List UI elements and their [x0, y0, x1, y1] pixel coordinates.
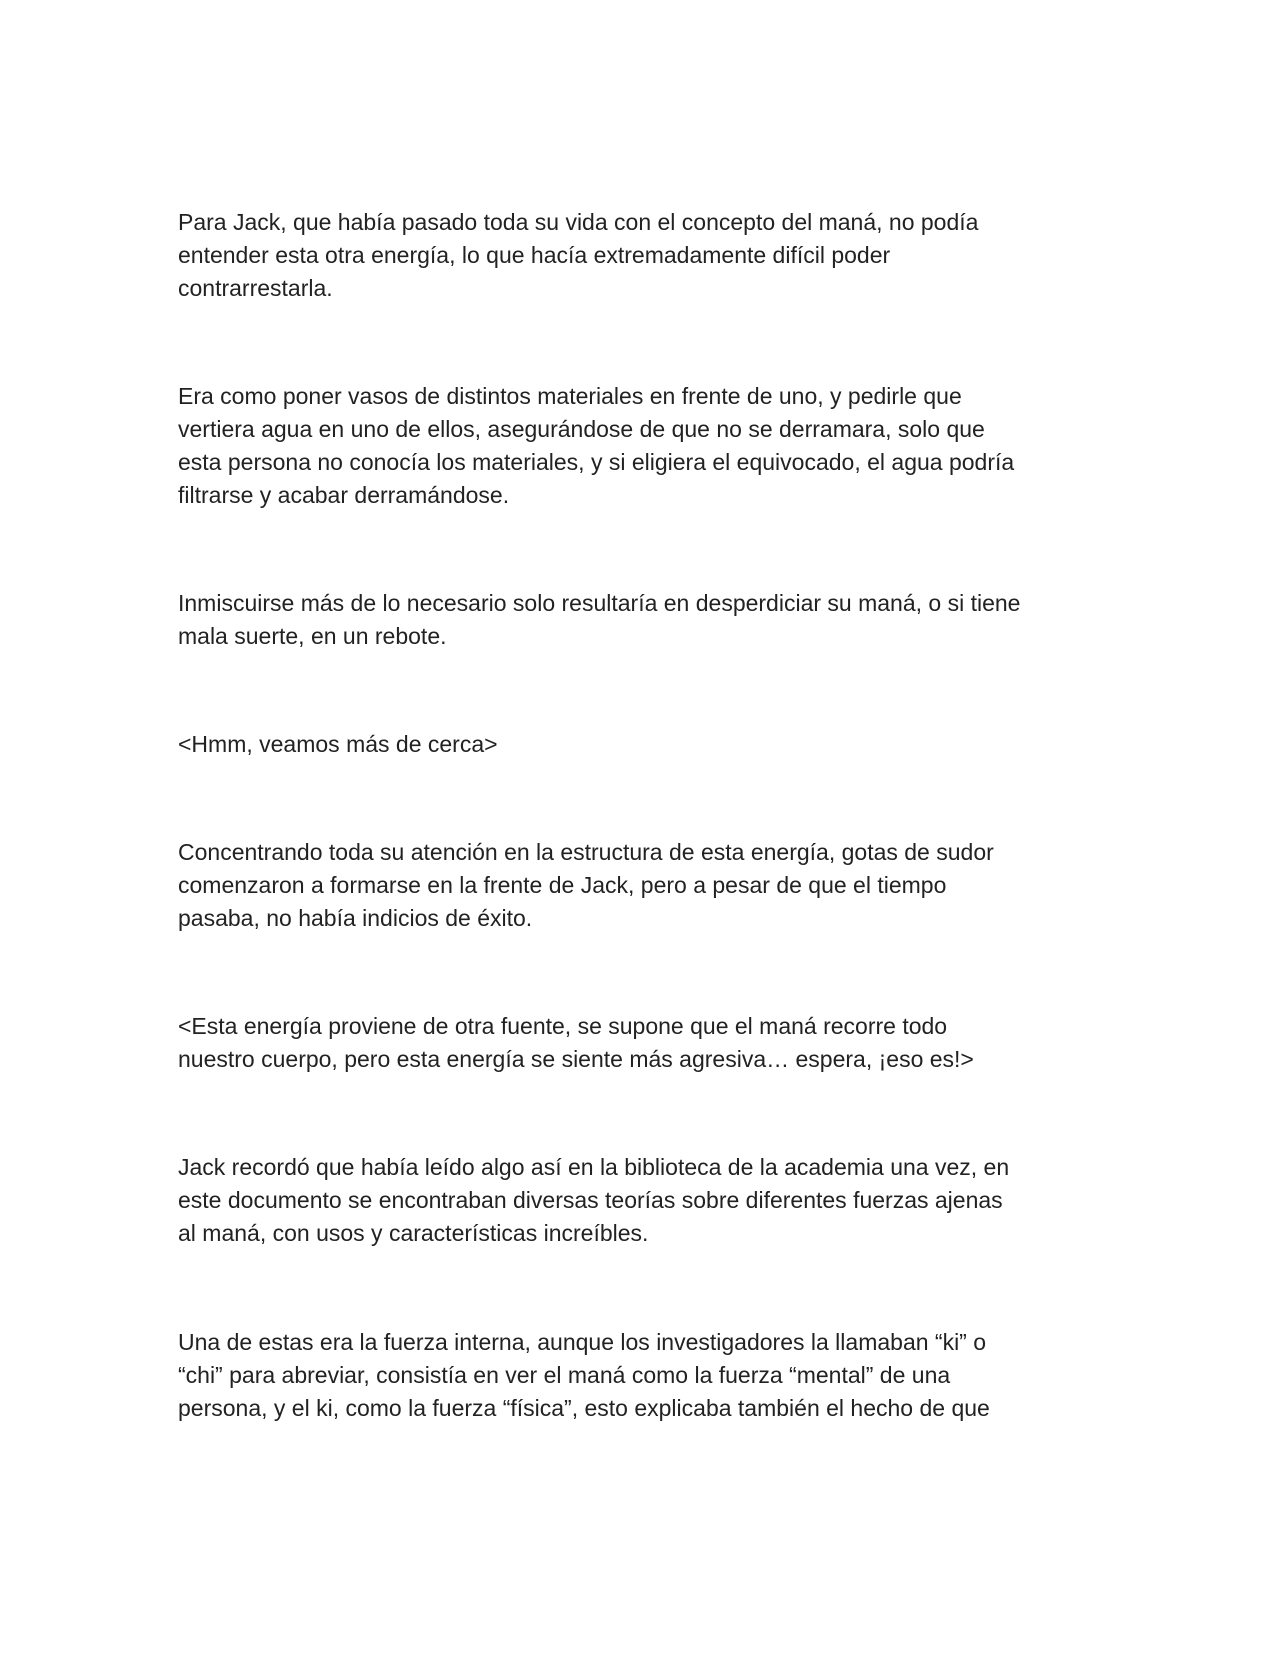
paragraph-3: Inmiscuirse más de lo necesario solo resultaría en desperdiciar su maná, o si tiene mala suerte, en un rebote.	[178, 590, 1021, 649]
paragraph-8: Una de estas era la fuerza interna, aunque los investigadores la llamaban “ki” o “chi” para abreviar, consistía en ver el maná como la fuerza “mental” de una persona, y el ki, como la fuerza “física”, esto explicaba también el hecho de que	[178, 1329, 990, 1421]
paragraph-6-thought: <Esta energía proviene de otra fuente, se supone que el maná recorre todo nuestro cuerpo, pero esta energía se siente más agresiva… espera, ¡eso es!>	[178, 1013, 974, 1072]
paragraph-5: Concentrando toda su atención en la estructura de esta energía, gotas de sudor comenzaron a formarse en la frente de Jack, pero a pesar de que el tiempo pasaba, no había indicios de éxito.	[178, 839, 994, 931]
paragraph-2: Era como poner vasos de distintos materiales en frente de uno, y pedirle que vertiera agua en uno de ellos, asegurándose de que no se derramara, solo que esta persona no conocía los materiales, y si eligiera el equivocado, el agua podría filtrarse y acabar derramándose.	[178, 383, 1015, 508]
paragraph-4-thought: <Hmm, veamos más de cerca>	[178, 731, 498, 757]
paragraph-1: Para Jack, que había pasado toda su vida con el concepto del maná, no podía entender esta otra energía, lo que hacía extremadamente difícil poder contrarrestarla.	[178, 209, 979, 301]
paragraph-7: Jack recordó que había leído algo así en la biblioteca de la academia una vez, en este documento se encontraban diversas teorías sobre diferentes fuerzas ajenas al maná, con usos y características increíbles.	[178, 1154, 1010, 1246]
